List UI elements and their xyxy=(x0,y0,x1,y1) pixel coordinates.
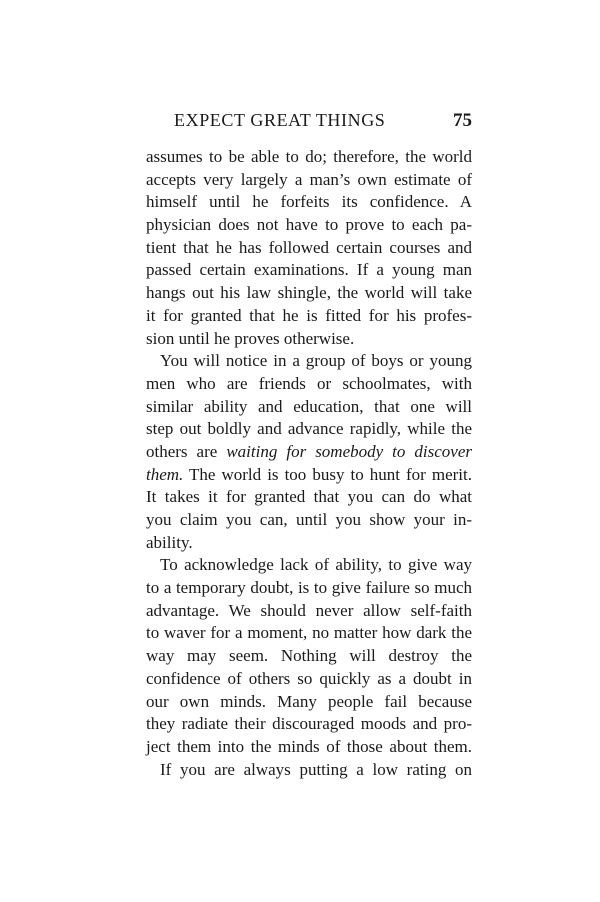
text-line xyxy=(146,509,472,532)
line-text: passed certain examinations. If a young man xyxy=(146,260,472,280)
text-line xyxy=(146,259,472,282)
text-line xyxy=(146,668,472,691)
line-text: ject them into the minds of those about them. xyxy=(146,736,472,756)
line-text: others are xyxy=(146,441,227,461)
text-line xyxy=(146,486,472,509)
line-text: our own minds. Many people fail because xyxy=(146,691,472,711)
text-line xyxy=(146,146,472,169)
line-text: himself until he forfeits its confidence. A xyxy=(146,192,472,212)
line-text: confidence of others so quickly as a doubt in xyxy=(146,668,472,688)
text-line xyxy=(146,373,472,396)
line-text: You will notice in a group of boys or young xyxy=(160,351,472,371)
text-line xyxy=(146,577,472,600)
line-text: physician does not have to prove to each pa- xyxy=(146,215,472,235)
line-text: ability. xyxy=(146,532,193,552)
text-line xyxy=(146,350,472,373)
line-text: tient that he has followed certain courses and xyxy=(146,237,472,257)
line-text: similar ability and education, that one will xyxy=(146,396,472,416)
text-line xyxy=(146,691,472,714)
running-title: EXPECT GREAT THINGS xyxy=(174,110,386,130)
line-text: accepts very largely a man’s own estimate of xyxy=(146,169,472,189)
line-text: men who are friends or schoolmates, with xyxy=(146,373,472,393)
text-line xyxy=(146,645,472,668)
page-number: 75 xyxy=(453,110,472,131)
text-line xyxy=(146,305,472,328)
line-text: you claim you can, until you show your in- xyxy=(146,510,472,529)
text-line xyxy=(146,328,472,351)
line-text: sion until he proves otherwise. xyxy=(146,328,355,348)
line-text: To acknowledge lack of ability, to give way xyxy=(160,555,472,575)
line-text: to waver for a moment, no matter how dark the xyxy=(146,623,472,643)
body-text xyxy=(146,146,472,781)
text-line xyxy=(146,600,472,623)
text-line xyxy=(146,759,472,782)
running-header xyxy=(146,110,472,136)
text-line xyxy=(146,191,472,214)
text-line xyxy=(146,713,472,736)
line-text: advantage. We should never allow self-faith xyxy=(146,600,472,620)
line-text: it for granted that he is fitted for his profes- xyxy=(146,305,472,325)
text-line xyxy=(146,736,472,759)
text-line xyxy=(146,237,472,260)
line-text: assumes to be able to do; therefore, the world xyxy=(146,147,472,166)
text-line xyxy=(146,169,472,192)
line-text: they radiate their discouraged moods and pro- xyxy=(146,714,472,734)
text-line xyxy=(146,554,472,577)
text-line xyxy=(146,418,472,441)
text-line xyxy=(146,282,472,305)
line-text: way may seem. Nothing will destroy the xyxy=(146,646,472,666)
line-text: to a temporary doubt, is to give failure so much xyxy=(146,578,472,598)
italic-text: them. xyxy=(146,464,184,484)
text-line xyxy=(146,464,472,487)
text-line xyxy=(146,441,472,464)
text-line xyxy=(146,396,472,419)
text-line xyxy=(146,214,472,237)
line-text: If you are always putting a low rating on xyxy=(160,759,472,779)
text-line xyxy=(146,622,472,645)
line-text: It takes it for granted that you can do what xyxy=(146,487,472,507)
text-line xyxy=(146,532,472,555)
line-text: The world is too busy to hunt for merit. xyxy=(183,464,472,484)
line-text: step out boldly and advance rapidly, while the xyxy=(146,419,472,439)
line-text: hangs out his law shingle, the world will take xyxy=(146,283,472,303)
italic-text: waiting for somebody to discover xyxy=(226,441,473,461)
